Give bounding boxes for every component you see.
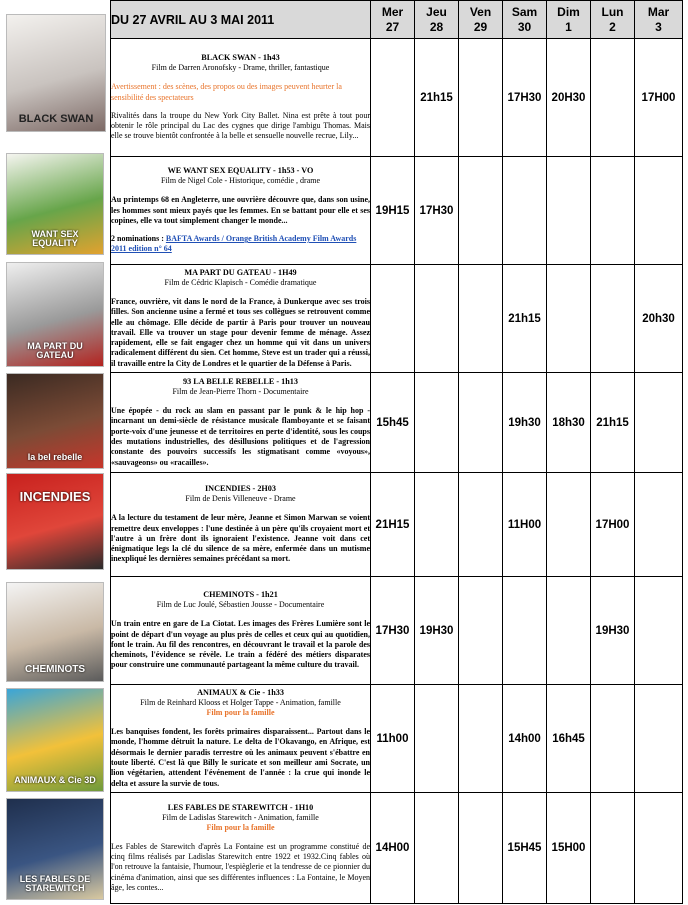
day-name: Ven: [469, 4, 492, 19]
showtime-cell: [547, 265, 591, 373]
day-header-mar: [635, 1, 683, 39]
showtime-cell: [415, 265, 459, 373]
showtime-cell: 21H15: [371, 473, 415, 577]
film-credits: Film de Denis Villeneuve - Drame: [185, 494, 296, 504]
day-name: Jeu: [426, 4, 447, 19]
day-number: 1: [565, 19, 572, 34]
showtime-cell: [371, 39, 415, 157]
film-credits: Film de Nigel Cole - Historique, comédie , drame: [160, 176, 321, 186]
showtime-cell: 19h30: [503, 373, 547, 473]
showtime-cell: 19H30: [591, 577, 635, 685]
showtime-cell: 16h45: [547, 685, 591, 793]
day-name: Dim: [557, 4, 580, 19]
nominations-label: 2 nominations :: [111, 234, 166, 244]
film-title: CHEMINOTS - 1h21: [203, 590, 278, 600]
film-poster: [6, 798, 104, 900]
film-credits: Film de Ladislas Starewitch - Animation, famille: [162, 812, 319, 822]
film-poster: [6, 582, 104, 682]
showtime-cell: [635, 577, 683, 685]
showtime-cell: [415, 473, 459, 577]
film-title: LES FABLES DE STAREWITCH - 1H10: [167, 802, 314, 812]
showtime-cell: [547, 577, 591, 685]
showtime-cell: [371, 265, 415, 373]
day-header-mer: [371, 1, 415, 39]
film-description: [111, 577, 371, 685]
film-row: [111, 577, 683, 685]
day-number: 2: [609, 19, 616, 34]
showtime-cell: 17H30: [415, 157, 459, 265]
showtime-cell: [459, 577, 503, 685]
showtime-cell: [591, 685, 635, 793]
film-description: [111, 39, 371, 157]
showtime-cell: [547, 473, 591, 577]
film-synopsis: Au printemps 68 en Angleterre, une ouvrière découvre que, dans son usine, les hommes sont mieux payés que les femmes. En se battant pour elle et ses copines, elle va tout simplement changer le monde...: [111, 195, 370, 225]
day-name: Lun: [601, 4, 624, 19]
showtime-cell: 14H00: [371, 793, 415, 904]
film-description: [111, 373, 371, 473]
showtime-cell: [459, 265, 503, 373]
week-title: DU 27 AVRIL AU 3 MAI 2011: [111, 1, 371, 39]
film-row: [111, 157, 683, 265]
film-description: [111, 793, 371, 904]
showtime-cell: [459, 373, 503, 473]
film-synopsis: France, ouvrière, vit dans le nord de la France, à Dunkerque avec ses trois filles. Son ancienne usine a fermé et tous ses collègues se retrouvent comme elle au chômage. Elle décide de partir à Paris pour trouver un nouveau travail. Elle va trouver un stage pour devenir femme de ménage. Assez rapidement, elle se fait engager chez un homme qui vit dans un univers radicalement différent du sien. Cet homme, Steve est un trader qui a réussi, il travaille entre la City de Londres et le quartier de la Défense à Paris.: [111, 296, 370, 368]
showtime-cell: [591, 265, 635, 373]
showtime-cell: [459, 157, 503, 265]
day-number: 30: [517, 19, 532, 34]
film-description: [111, 157, 371, 265]
poster-title: la bel rebelle: [27, 452, 83, 462]
showtime-cell: 15h45: [371, 373, 415, 473]
nominations-link[interactable]: BAFTA Awards / Orange British Academy Film Awards 2011 edition n° 64: [111, 234, 357, 254]
day-name: Sam: [511, 4, 538, 19]
film-title: 93 LA BELLE REBELLE - 1h13: [183, 377, 298, 387]
film-credits: Film de Cédric Klapisch - Comédie dramatique: [164, 277, 317, 287]
showtime-cell: [635, 685, 683, 793]
film-description: [111, 685, 371, 793]
film-synopsis: Un train entre en gare de La Ciotat. Les images des Frères Lumière sont le point de départ d'un voyage au plus près de celles et ceux qui au quotidien, font le train. Au fil des rencontres, en découvrant le travail et la parole des cheminots, l'évidence se révèle. Le train a fédéré des métiers disparates pour construire une communauté partageant la même culture du travail.: [111, 619, 370, 670]
day-name: Mar: [647, 4, 670, 19]
film-title: WE WANT SEX EQUALITY - 1h53 - VO: [167, 166, 314, 176]
nominations: [111, 234, 370, 255]
showtime-cell: 20H30: [547, 39, 591, 157]
film-credits: Film de Luc Joulé, Sébastien Jousse - Documentaire: [156, 600, 325, 610]
showtime-cell: [415, 793, 459, 904]
showtime-cell: [591, 793, 635, 904]
film-synopsis: Les banquises fondent, les forêts primaires disparaissent... Partout dans le monde, l'homme détruit la nature. Le delta de l'Okavango, en Afrique, est désormais le dernier paradis terrestre où les animaux peuvent s'ébattre en toute liberté. C'est là que Billy le suricate et son meilleur ami Socrate, un lion végétarien, attendent l'événement de l'année : la crue qui inonde le delta et assure la survie de tous.: [111, 727, 370, 788]
showtime-cell: [547, 157, 591, 265]
day-header-dim: [547, 1, 591, 39]
showtime-cell: [415, 685, 459, 793]
poster-title: MA PART DU GATEAU: [27, 341, 83, 360]
showtime-cell: 11h00: [371, 685, 415, 793]
film-credits: Film de Reinhard Klooss et Holger Tappe - Animation, famille: [140, 698, 341, 708]
showtime-cell: 17H30: [371, 577, 415, 685]
warning-text: Avertissement : des scènes, des propos ou des images peuvent heurter la sensibilité des spectateurs: [111, 82, 342, 102]
film-synopsis: Les Fables de Starewitch d'après La Fontaine est un programme constitué de cinq films réalisés par Ladislas Starewitch entre 1922 et 1932.Cinq fables où l'on retrouve la fantaisie, l'humour, l'espièglerie et la tendresse de ce pionnier du cinéma d'animation, ainsi que ses différentes influences : La Fontaine, le Moyen âge, les contes...: [111, 841, 370, 892]
showtime-cell: [591, 157, 635, 265]
showtime-cell: 19H30: [415, 577, 459, 685]
showtime-cell: [459, 473, 503, 577]
program-table: [110, 0, 683, 904]
film-poster: [6, 153, 104, 255]
film-row: [111, 39, 683, 157]
showtime-cell: 14h00: [503, 685, 547, 793]
showtime-cell: [415, 373, 459, 473]
showtime-cell: [459, 39, 503, 157]
family-label: Film pour la famille: [206, 822, 275, 832]
film-synopsis: Une épopée - du rock au slam en passant par le punk & le hip hop - incarnant un demi-siècle de résistance musicale flamboyante et se faisant porte-voix d'une jeunesse et de territoires en perte d'identité, sous les coups des mutations industrielles, des désillusions politiques et de l'agression constante des pouvoirs successifs les stigmatisant comme «voyous», «sauvageons» ou «racailles».: [111, 406, 370, 467]
showtime-cell: [635, 157, 683, 265]
day-number: 27: [385, 19, 400, 34]
day-name: Mer: [381, 4, 404, 19]
showtime-cell: 20h30: [635, 265, 683, 373]
showtime-cell: 21h15: [415, 39, 459, 157]
film-description: [111, 473, 371, 577]
showtime-cell: [503, 577, 547, 685]
day-number: 28: [429, 19, 444, 34]
film-poster: [6, 373, 104, 469]
day-header-sam: [503, 1, 547, 39]
film-row: [111, 793, 683, 904]
day-number: 3: [655, 19, 662, 34]
showtime-cell: [459, 793, 503, 904]
showtime-cell: 17H00: [635, 39, 683, 157]
showtime-cell: [635, 473, 683, 577]
showtime-cell: [635, 373, 683, 473]
film-row: [111, 685, 683, 793]
showtime-cell: 18h30: [547, 373, 591, 473]
poster-title: ANIMAUX & Cie 3D: [14, 775, 96, 785]
showtime-cell: [503, 157, 547, 265]
film-poster: [6, 262, 104, 367]
film-title: INCENDIES - 2H03: [205, 484, 276, 494]
showtime-cell: [591, 39, 635, 157]
poster-title: INCENDIES: [19, 489, 91, 504]
film-title: MA PART DU GATEAU - 1H49: [184, 267, 297, 277]
showtime-cell: 21h15: [503, 265, 547, 373]
film-poster: [6, 14, 106, 132]
film-row: [111, 473, 683, 577]
showtime-cell: 19H15: [371, 157, 415, 265]
poster-title: CHEMINOTS: [25, 664, 85, 675]
film-row: [111, 373, 683, 473]
film-synopsis: Rivalités dans la troupe du New York City Ballet. Nina est prête à tout pour obtenir le rôle principal du Lac des cygnes que dirige l'ambigu Thomas. Mais elle se trouve bientôt confrontée à la belle et sensuelle nouvelle recrue, Lily...: [111, 110, 370, 141]
family-label: Film pour la famille: [206, 708, 275, 718]
film-row: [111, 265, 683, 373]
film-credits: Film de Darren Aronofsky - Drame, thriller, fantastique: [151, 63, 330, 73]
showtime-cell: [635, 793, 683, 904]
film-title: BLACK SWAN - 1h43: [201, 53, 280, 63]
showtime-cell: 17H00: [591, 473, 635, 577]
day-header-ven: [459, 1, 503, 39]
showtime-cell: 21h15: [591, 373, 635, 473]
day-header-lun: [591, 1, 635, 39]
poster-title: BLACK SWAN: [18, 113, 94, 125]
film-title: ANIMAUX & Cie - 1h33: [197, 688, 284, 698]
poster-title: WANT SEX EQUALITY: [31, 229, 79, 248]
showtime-cell: 17H30: [503, 39, 547, 157]
showtime-cell: 11H00: [503, 473, 547, 577]
film-credits: Film de Jean-Pierre Thorn - Documentaire: [172, 387, 309, 397]
film-poster: [6, 473, 104, 570]
showtime-cell: [459, 685, 503, 793]
film-description: [111, 265, 371, 373]
film-synopsis: A la lecture du testament de leur mère, Jeanne et Simon Marwan se voient remettre deux enveloppes : l'une destinée à un père qu'ils croyaient mort et l'autre à un frère dont ils ignoraient l'existence. Jeanne voit dans cet énigmatique legs la clé du silence de sa mère, enfermée dans un mutisme inexpliqué les dernières semaines précédant sa mort.: [111, 513, 370, 564]
day-number: 29: [473, 19, 488, 34]
showtime-cell: 15H00: [547, 793, 591, 904]
day-header-jeu: [415, 1, 459, 39]
poster-title: LES FABLES DE STAREWITCH: [19, 874, 91, 893]
header-row: [111, 1, 683, 39]
showtime-cell: 15H45: [503, 793, 547, 904]
film-poster: [6, 688, 104, 792]
